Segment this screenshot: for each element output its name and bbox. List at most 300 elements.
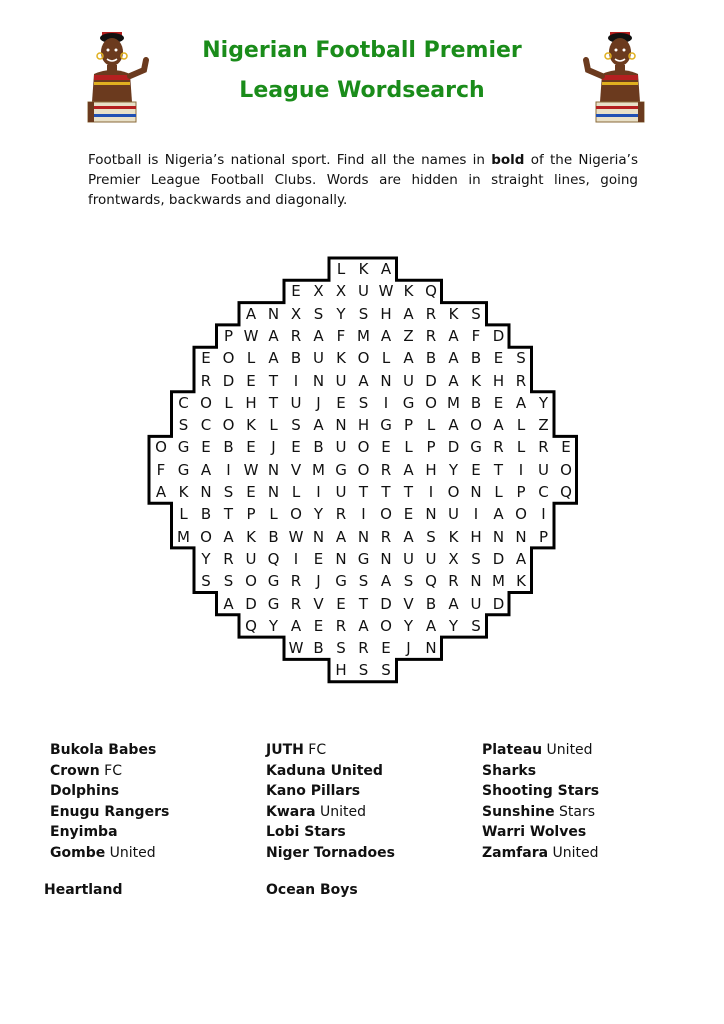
grid-letter[interactable]: T bbox=[223, 505, 234, 524]
grid-letter[interactable]: V bbox=[290, 460, 302, 479]
grid-letter[interactable]: S bbox=[471, 549, 481, 568]
word-list-item bbox=[50, 783, 119, 799]
grid-letter[interactable]: U bbox=[425, 549, 437, 568]
grid-letter[interactable]: O bbox=[155, 438, 167, 457]
grid-letter[interactable]: T bbox=[403, 483, 414, 501]
word-list-item bbox=[50, 742, 156, 758]
grid-letter[interactable]: L bbox=[291, 483, 301, 501]
grid-letter[interactable]: R bbox=[200, 371, 212, 390]
grid-letter[interactable]: N bbox=[267, 483, 280, 501]
grid-letter[interactable]: A bbox=[493, 505, 504, 524]
grid-letter[interactable]: C bbox=[538, 483, 549, 501]
grid-letter[interactable]: A bbox=[403, 527, 414, 546]
word-bold-part: Plateau bbox=[482, 742, 543, 758]
word-list-item bbox=[482, 845, 599, 861]
grid-letter[interactable]: N bbox=[267, 304, 280, 323]
grid-letter[interactable]: P bbox=[516, 483, 526, 501]
grid-letter[interactable]: T bbox=[268, 371, 279, 390]
grid-letter[interactable]: C bbox=[200, 416, 212, 435]
grid-letter[interactable]: M bbox=[357, 326, 370, 345]
grid-letter[interactable]: L bbox=[269, 505, 278, 524]
grid-letter[interactable]: M bbox=[492, 572, 505, 591]
grid-letter[interactable]: A bbox=[515, 549, 527, 568]
grid-letter[interactable]: E bbox=[313, 616, 324, 635]
grid-letter[interactable]: U bbox=[335, 483, 347, 501]
grid-letter[interactable]: K bbox=[246, 527, 256, 546]
grid-letter[interactable]: B bbox=[470, 349, 482, 368]
grid-letter[interactable]: I bbox=[361, 505, 366, 524]
grid-letter[interactable]: R bbox=[425, 326, 437, 345]
grid-letter[interactable]: I bbox=[293, 371, 299, 390]
word-bold-part: Ocean Boys bbox=[266, 882, 358, 898]
grid-letter[interactable]: O bbox=[357, 438, 370, 457]
grid-letter[interactable]: E bbox=[291, 282, 301, 301]
grid-letter[interactable]: A bbox=[155, 483, 167, 501]
grid-letter[interactable]: Y bbox=[448, 460, 459, 479]
grid-letter[interactable]: A bbox=[245, 304, 257, 323]
grid-letter[interactable]: N bbox=[200, 483, 212, 501]
word-list-item bbox=[266, 882, 358, 898]
grid-letter[interactable]: B bbox=[268, 527, 279, 546]
grid-letter[interactable]: E bbox=[336, 393, 346, 412]
grid-letter[interactable]: R bbox=[290, 572, 302, 591]
grid-letter[interactable]: U bbox=[538, 460, 549, 479]
grid-letter[interactable]: R bbox=[358, 639, 369, 658]
grid-letter[interactable]: N bbox=[335, 549, 347, 568]
grid-letter[interactable]: A bbox=[425, 616, 437, 635]
grid-letter[interactable]: O bbox=[200, 527, 212, 546]
grid-letter[interactable]: Y bbox=[538, 393, 549, 412]
grid-letter[interactable]: W bbox=[288, 527, 304, 546]
grid-letter[interactable]: I bbox=[473, 505, 479, 524]
grid-letter[interactable]: U bbox=[403, 549, 414, 568]
grid-letter[interactable]: O bbox=[200, 393, 212, 412]
grid-letter[interactable]: Y bbox=[448, 616, 459, 635]
grid-letter[interactable]: K bbox=[516, 572, 526, 591]
page-title-line-1: Nigerian Football Premier bbox=[202, 38, 522, 63]
word-bold-part: Bukola Babes bbox=[50, 742, 157, 758]
grid-letter[interactable]: A bbox=[448, 371, 459, 390]
grid-letter[interactable]: G bbox=[470, 438, 482, 457]
grid-letter[interactable]: K bbox=[358, 260, 369, 278]
grid-letter[interactable]: S bbox=[201, 572, 211, 591]
grid-letter[interactable]: E bbox=[201, 349, 211, 368]
grid-letter[interactable]: S bbox=[358, 572, 369, 591]
grid-letter[interactable]: M bbox=[177, 527, 190, 546]
grid-letter[interactable]: D bbox=[245, 594, 257, 613]
grid-letter[interactable]: U bbox=[290, 393, 302, 412]
grid-letter[interactable]: L bbox=[516, 416, 526, 435]
grid-letter[interactable]: G bbox=[177, 460, 190, 479]
word-bold-part: Sunshine bbox=[482, 803, 555, 820]
grid-letter[interactable]: N bbox=[470, 483, 482, 501]
grid-letter[interactable]: L bbox=[269, 416, 278, 435]
grid-letter[interactable]: R bbox=[290, 326, 302, 345]
grid-letter[interactable]: D bbox=[380, 594, 392, 613]
grid-letter[interactable]: V bbox=[313, 594, 324, 613]
grid-letter[interactable]: U bbox=[335, 371, 347, 390]
grid-letter[interactable]: A bbox=[268, 349, 279, 368]
grid-letter[interactable]: G bbox=[335, 460, 347, 479]
character-illustration-left bbox=[74, 30, 164, 126]
grid-letter[interactable]: A bbox=[380, 260, 392, 278]
grid-letter[interactable]: U bbox=[358, 282, 369, 301]
grid-letter[interactable]: W bbox=[288, 639, 304, 658]
grid-letter[interactable]: W bbox=[243, 460, 259, 479]
grid-letter[interactable]: Y bbox=[403, 616, 414, 635]
word-list-item bbox=[50, 763, 122, 779]
grid-letter[interactable]: G bbox=[380, 416, 392, 435]
grid-letter[interactable]: K bbox=[403, 282, 414, 301]
grid-letter[interactable]: A bbox=[448, 349, 459, 368]
word-list-item bbox=[50, 824, 118, 840]
grid-letter[interactable]: J bbox=[316, 393, 321, 412]
grid-letter[interactable]: S bbox=[516, 349, 526, 368]
grid-letter[interactable]: Q bbox=[245, 616, 257, 635]
grid-letter[interactable]: O bbox=[357, 349, 370, 368]
grid-letter[interactable]: O bbox=[425, 393, 437, 412]
grid-letter[interactable]: A bbox=[200, 460, 212, 479]
word-bold-part: Crown bbox=[50, 762, 100, 779]
word-bold-part: JUTH bbox=[266, 742, 304, 758]
grid-letter[interactable]: R bbox=[290, 594, 302, 613]
grid-letter[interactable]: E bbox=[471, 460, 481, 479]
grid-letter[interactable]: D bbox=[222, 371, 235, 390]
grid-letter[interactable]: O bbox=[290, 505, 302, 524]
grid-letter[interactable]: O bbox=[380, 505, 392, 524]
grid-letter[interactable]: B bbox=[313, 438, 324, 457]
word-plain-part: FC bbox=[99, 762, 122, 779]
grid-letter[interactable]: I bbox=[541, 505, 546, 524]
grid-letter[interactable]: E bbox=[246, 483, 256, 501]
word-list-item bbox=[50, 845, 156, 861]
word-list-item bbox=[266, 804, 366, 820]
grid-letter[interactable]: K bbox=[471, 371, 481, 390]
word-list-item bbox=[266, 742, 326, 758]
grid-letter[interactable]: B bbox=[223, 438, 234, 457]
grid-letter[interactable]: S bbox=[403, 572, 414, 591]
grid-letter[interactable]: D bbox=[492, 594, 505, 613]
grid-letter[interactable]: J bbox=[271, 438, 276, 457]
grid-letter[interactable]: D bbox=[447, 438, 460, 457]
grid-letter[interactable]: I bbox=[383, 393, 389, 412]
grid-letter[interactable]: O bbox=[515, 505, 527, 524]
grid-letter[interactable]: R bbox=[515, 371, 527, 390]
grid-letter[interactable]: U bbox=[245, 549, 257, 568]
word-bold-part: Shooting Stars bbox=[482, 783, 600, 800]
grid-letter[interactable]: N bbox=[515, 527, 527, 546]
grid-letter[interactable]: H bbox=[470, 527, 482, 546]
instructions-text-2: of the Nigeria’s Premier League Football Clubs. Words are hidden in straight lines, going frontwards, backwards and diagonally. bbox=[88, 152, 638, 208]
grid-letter[interactable]: B bbox=[425, 594, 437, 613]
word-bold-part: Kaduna United bbox=[266, 762, 383, 779]
grid-letter[interactable]: E bbox=[381, 438, 391, 457]
word-list-item bbox=[482, 783, 599, 799]
grid-letter[interactable]: W bbox=[243, 326, 259, 345]
grid-letter[interactable]: K bbox=[246, 416, 256, 435]
grid-letter[interactable]: D bbox=[492, 549, 505, 568]
word-list-item bbox=[266, 824, 346, 840]
grid-letter[interactable]: K bbox=[336, 349, 346, 368]
grid-letter[interactable]: A bbox=[493, 416, 504, 435]
grid-letter[interactable]: U bbox=[448, 505, 459, 524]
grid-letter[interactable]: O bbox=[447, 483, 460, 501]
grid-letter[interactable]: D bbox=[425, 371, 437, 390]
grid-letter[interactable]: L bbox=[179, 505, 188, 524]
grid-letter[interactable]: A bbox=[358, 616, 369, 635]
grid-letter[interactable]: N bbox=[380, 371, 392, 390]
grid-letter[interactable]: H bbox=[245, 393, 257, 412]
grid-letter[interactable]: F bbox=[336, 326, 346, 345]
grid-letter[interactable]: G bbox=[177, 438, 190, 457]
grid-letter[interactable]: E bbox=[313, 549, 324, 568]
grid-letter[interactable]: U bbox=[470, 594, 482, 613]
grid-letter[interactable]: Y bbox=[201, 549, 211, 568]
grid-letter[interactable]: M bbox=[447, 393, 460, 412]
grid-letter[interactable]: Q bbox=[425, 572, 437, 591]
grid-letter[interactable]: R bbox=[380, 527, 392, 546]
grid-letter[interactable]: U bbox=[313, 349, 324, 368]
grid-letter[interactable]: S bbox=[358, 393, 369, 412]
grid-letter[interactable]: H bbox=[425, 460, 437, 479]
grid-letter[interactable]: A bbox=[223, 594, 234, 613]
grid-letter[interactable]: K bbox=[178, 483, 189, 501]
grid-letter[interactable]: I bbox=[316, 483, 321, 501]
grid-letter[interactable]: P bbox=[403, 416, 414, 435]
grid-letter[interactable]: I bbox=[518, 460, 524, 479]
grid-letter[interactable]: S bbox=[358, 661, 369, 680]
grid-letter[interactable]: R bbox=[380, 460, 392, 479]
grid-letter[interactable]: F bbox=[471, 326, 481, 345]
grid-letter[interactable]: R bbox=[223, 549, 234, 568]
grid-letter[interactable]: B bbox=[290, 349, 302, 368]
grid-letter[interactable]: A bbox=[403, 460, 414, 479]
word-list-item bbox=[482, 824, 586, 840]
grid-letter[interactable]: L bbox=[404, 438, 413, 457]
word-plain-part: United bbox=[548, 845, 599, 861]
grid-letter[interactable]: O bbox=[222, 349, 235, 368]
grid-letter[interactable]: Q bbox=[267, 549, 280, 568]
grid-letter[interactable]: I bbox=[293, 549, 299, 568]
page-title-line-2: League Wordsearch bbox=[239, 78, 485, 103]
grid-letter[interactable]: D bbox=[492, 326, 505, 345]
word-list-item bbox=[266, 845, 395, 861]
grid-letter[interactable]: G bbox=[335, 572, 347, 591]
word-list-item bbox=[266, 783, 360, 799]
grid-letter[interactable]: O bbox=[560, 460, 572, 479]
grid-letter[interactable]: B bbox=[313, 639, 324, 658]
grid-letter[interactable]: H bbox=[335, 661, 347, 680]
grid-letter[interactable]: M bbox=[312, 460, 325, 479]
grid-letter[interactable]: E bbox=[493, 393, 504, 412]
grid-letter[interactable]: L bbox=[224, 393, 233, 412]
grid-letter[interactable]: E bbox=[291, 438, 301, 457]
grid-letter[interactable]: N bbox=[425, 505, 437, 524]
grid-letter[interactable]: X bbox=[290, 304, 302, 323]
grid-letter[interactable]: L bbox=[426, 416, 436, 435]
grid-letter[interactable]: Q bbox=[560, 483, 572, 501]
grid-letter[interactable]: A bbox=[380, 326, 392, 345]
grid-letter[interactable]: A bbox=[448, 416, 459, 435]
grid-letter[interactable]: R bbox=[425, 304, 437, 323]
grid-letter[interactable]: H bbox=[492, 371, 505, 390]
grid-letter[interactable]: E bbox=[493, 349, 504, 368]
grid-letter[interactable]: S bbox=[223, 572, 234, 591]
grid-letter[interactable]: O bbox=[357, 460, 370, 479]
grid-letter[interactable]: X bbox=[448, 549, 459, 568]
grid-letter[interactable]: Y bbox=[268, 616, 279, 635]
grid-letter[interactable]: Q bbox=[425, 282, 437, 301]
grid-letter[interactable]: B bbox=[470, 393, 482, 412]
word-bold-part: Heartland bbox=[44, 882, 123, 898]
grid-letter[interactable]: O bbox=[470, 416, 482, 435]
grid-letter[interactable]: K bbox=[448, 304, 459, 323]
grid-letter[interactable]: R bbox=[335, 505, 347, 524]
word-list-item bbox=[266, 763, 383, 779]
grid-letter[interactable]: S bbox=[223, 483, 234, 501]
grid-letter[interactable]: P bbox=[426, 438, 436, 457]
grid-letter[interactable]: S bbox=[381, 661, 391, 680]
grid-letter[interactable]: S bbox=[313, 304, 324, 323]
grid-letter[interactable]: X bbox=[335, 282, 347, 301]
word-bold-part: Kwara bbox=[266, 803, 316, 820]
grid-letter[interactable]: S bbox=[178, 416, 189, 435]
grid-letter[interactable]: B bbox=[425, 349, 437, 368]
word-bold-part: Kano Pillars bbox=[266, 783, 361, 800]
grid-letter[interactable]: R bbox=[448, 572, 459, 591]
grid-letter[interactable]: H bbox=[357, 416, 370, 435]
word-plain-part: Stars bbox=[554, 803, 596, 820]
word-bold-part: Niger Tornadoes bbox=[266, 845, 395, 861]
grid-letter[interactable]: Y bbox=[313, 505, 324, 524]
grid-letter[interactable]: S bbox=[471, 304, 481, 323]
grid-letter[interactable]: R bbox=[335, 616, 347, 635]
word-bold-part: Enugu Rangers bbox=[50, 803, 170, 820]
grid-letter[interactable]: L bbox=[494, 483, 503, 501]
grid-letter[interactable]: T bbox=[268, 393, 279, 412]
grid-letter[interactable]: A bbox=[380, 572, 392, 591]
word-bold-part: Zamfara bbox=[482, 845, 549, 861]
wordsearch-grid bbox=[147, 256, 579, 696]
grid-letter[interactable]: L bbox=[516, 438, 526, 457]
grid-letter[interactable]: V bbox=[403, 594, 414, 613]
grid-letter[interactable]: J bbox=[316, 572, 321, 591]
grid-letter[interactable]: A bbox=[223, 527, 234, 546]
grid-letter[interactable]: N bbox=[425, 639, 437, 658]
grid-letter[interactable]: F bbox=[156, 460, 166, 479]
grid-letter[interactable]: N bbox=[357, 527, 370, 546]
grid-letter[interactable]: U bbox=[335, 438, 347, 457]
grid-letter[interactable]: A bbox=[515, 393, 527, 412]
grid-letter[interactable]: S bbox=[291, 416, 301, 435]
grid-letter[interactable]: T bbox=[381, 483, 391, 501]
grid-letter[interactable]: N bbox=[380, 549, 392, 568]
grid-letter[interactable]: E bbox=[246, 438, 256, 457]
grid-letter[interactable]: E bbox=[403, 505, 414, 524]
grid-letter[interactable]: O bbox=[222, 416, 235, 435]
instructions-paragraph bbox=[88, 150, 638, 210]
grid-letter[interactable]: E bbox=[336, 594, 346, 613]
grid-letter[interactable]: K bbox=[448, 527, 459, 546]
grid-letter[interactable]: I bbox=[428, 483, 434, 501]
word-list-item bbox=[44, 882, 123, 898]
grid-letter[interactable]: T bbox=[358, 483, 369, 501]
grid-letter[interactable]: N bbox=[470, 572, 482, 591]
word-bold-part: Dolphins bbox=[50, 783, 120, 800]
grid-letter[interactable]: L bbox=[336, 260, 346, 278]
grid-letter[interactable]: T bbox=[493, 460, 504, 479]
grid-letter[interactable]: Z bbox=[403, 326, 414, 345]
instructions-text-1: Football is Nigeria’s national sport. Find all the names in bbox=[88, 152, 492, 168]
word-bold-part: Enyimba bbox=[50, 824, 118, 841]
word-bold-part: Gombe bbox=[50, 845, 106, 861]
grid-letter[interactable]: X bbox=[313, 282, 324, 301]
grid-letter[interactable]: W bbox=[378, 282, 394, 301]
grid-letter[interactable]: L bbox=[246, 349, 256, 368]
grid-letter[interactable]: R bbox=[538, 438, 549, 457]
grid-letter[interactable]: G bbox=[267, 594, 280, 613]
grid-letter[interactable]: A bbox=[268, 326, 279, 345]
grid-letter[interactable]: N bbox=[312, 527, 325, 546]
grid-letter[interactable]: A bbox=[313, 326, 324, 345]
grid-letter[interactable]: N bbox=[267, 460, 280, 479]
grid-letter[interactable]: H bbox=[380, 304, 392, 323]
grid-letter[interactable]: E bbox=[561, 438, 571, 457]
grid-letter[interactable]: P bbox=[246, 505, 256, 524]
grid-letter[interactable]: A bbox=[448, 326, 459, 345]
grid-letter[interactable]: Z bbox=[538, 416, 549, 435]
grid-letter[interactable]: O bbox=[380, 616, 392, 635]
grid-letter[interactable]: S bbox=[471, 616, 481, 635]
grid-letter[interactable]: A bbox=[335, 527, 347, 546]
grid-letter[interactable]: G bbox=[357, 549, 370, 568]
grid-letter[interactable]: L bbox=[381, 349, 391, 368]
grid-letter[interactable]: Y bbox=[336, 304, 346, 323]
grid-letter[interactable]: A bbox=[290, 616, 302, 635]
grid-letter[interactable]: B bbox=[200, 505, 212, 524]
grid-letter[interactable]: G bbox=[402, 393, 415, 412]
grid-letter[interactable]: E bbox=[381, 639, 391, 658]
grid-letter[interactable]: T bbox=[358, 594, 369, 613]
grid-letter[interactable]: N bbox=[335, 416, 347, 435]
grid-letter[interactable]: A bbox=[403, 304, 414, 323]
word-list-item bbox=[482, 804, 595, 820]
word-plain-part: United bbox=[315, 803, 367, 820]
grid-letter[interactable]: S bbox=[336, 639, 346, 658]
grid-letter[interactable]: P bbox=[223, 326, 234, 345]
grid-letter[interactable]: A bbox=[358, 371, 369, 390]
grid-letter[interactable]: A bbox=[448, 594, 459, 613]
grid-letter[interactable]: N bbox=[312, 371, 325, 390]
grid-letter[interactable]: G bbox=[267, 572, 280, 591]
grid-letter[interactable]: I bbox=[226, 460, 231, 479]
grid-letter[interactable]: S bbox=[426, 527, 436, 546]
grid-letter[interactable]: N bbox=[492, 527, 505, 546]
word-bold-part: Lobi Stars bbox=[266, 824, 346, 841]
grid-letter[interactable]: A bbox=[403, 349, 414, 368]
grid-letter[interactable]: C bbox=[178, 393, 189, 412]
grid-letter[interactable]: E bbox=[246, 371, 256, 390]
grid-letter[interactable]: P bbox=[538, 527, 549, 546]
word-plain-part: United bbox=[542, 742, 593, 758]
grid-letter[interactable]: E bbox=[201, 438, 211, 457]
grid-letter[interactable]: R bbox=[493, 438, 504, 457]
grid-letter[interactable]: S bbox=[358, 304, 369, 323]
grid-letter[interactable]: A bbox=[313, 416, 324, 435]
grid-letter[interactable]: J bbox=[406, 639, 411, 658]
grid-letter[interactable]: U bbox=[403, 371, 414, 390]
grid-letter[interactable]: O bbox=[245, 572, 257, 591]
